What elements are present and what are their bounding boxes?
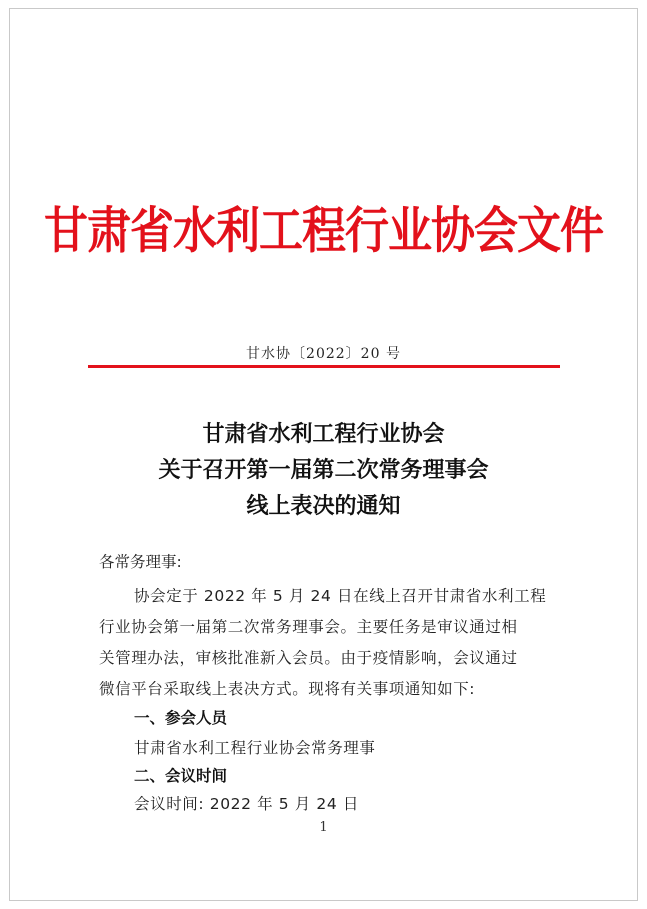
paragraph-line: 关管理办法，审核批准新入会员。由于疫情影响，会议通过 — [99, 649, 518, 667]
page-number: 1 — [319, 820, 328, 835]
notice-title-line: 线上表决的通知 — [246, 493, 401, 519]
notice-title-line: 关于召开第一届第二次常务理事会 — [158, 457, 489, 483]
notice-title-line: 甘肃省水利工程行业协会 — [202, 421, 445, 447]
section-heading: 二、会议时间 — [134, 767, 228, 785]
section-text: 会议时间: 2022 年 5 月 24 日 — [134, 795, 359, 813]
header-red-divider — [88, 365, 560, 368]
section-text: 甘肃省水利工程行业协会常务理事 — [134, 739, 376, 757]
paragraph-line: 微信平台采取线上表决方式。现将有关事项通知如下: — [99, 680, 476, 698]
section-heading: 一、参会人员 — [134, 709, 228, 727]
document-number: 甘水协〔2022〕20 号 — [246, 346, 401, 362]
notice-title — [0, 416, 647, 524]
paragraph-line: 行业协会第一届第二次常务理事会。主要任务是审议通过相 — [99, 618, 518, 636]
paragraph-line: 协会定于 2022 年 5 月 24 日在线上召开甘肃省水利工程 — [134, 587, 547, 605]
document-header-title: 甘肃省水利工程行业协会文件 — [44, 202, 603, 260]
salutation: 各常务理事: — [99, 553, 182, 571]
